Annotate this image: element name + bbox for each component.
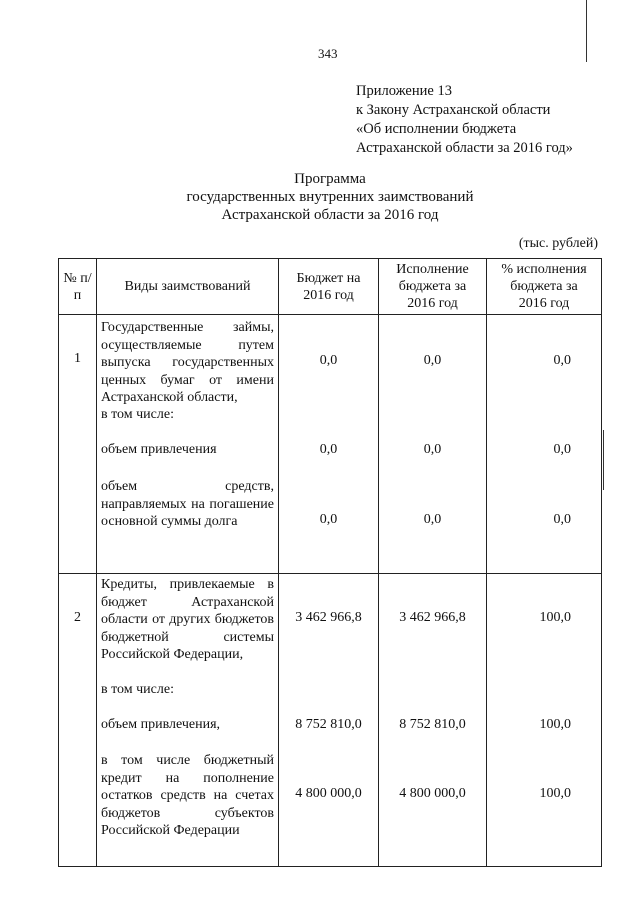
budget-value: 0,0 — [319, 442, 338, 457]
budget-value: 3 462 966,8 — [295, 610, 362, 625]
row-description: объем средств, направляемых на погашение основной суммы долга — [101, 479, 274, 529]
title-line: Астраханской области за 2016 год — [221, 207, 439, 223]
title-line: государственных внутренних заимствований — [186, 189, 474, 205]
appendix-line: Астраханской области за 2016 год» — [356, 140, 573, 156]
execution-value: 0,0 — [423, 442, 442, 457]
borrowing-table — [58, 258, 602, 867]
execution-value: 3 462 966,8 — [399, 610, 466, 625]
row-description: объем привлечения, — [101, 717, 221, 732]
header-execution: Исполнение бюджета за 2016 год — [379, 259, 487, 315]
row-description: в том числе бюджетный кредит на пополнение остатков средств на счетах бюджетов субъектов Российской Федерации — [101, 753, 274, 838]
budget-value: 0,0 — [319, 512, 338, 527]
row-number: 2 — [74, 610, 81, 625]
budget-value: 4 800 000,0 — [295, 786, 362, 801]
table-row — [59, 574, 602, 867]
budget-value: 0,0 — [319, 353, 338, 368]
scan-artifact-line — [586, 0, 587, 62]
header-budget: Бюджет на 2016 год — [279, 259, 379, 315]
appendix-line: к Закону Астраханской области — [356, 102, 551, 118]
page-number: 343 — [318, 46, 338, 61]
document-title — [100, 170, 560, 224]
header-num: № п/п — [59, 259, 97, 315]
row-description: объем привлечения — [101, 442, 217, 457]
appendix-line: Приложение 13 — [356, 83, 452, 99]
execution-value: 8 752 810,0 — [399, 717, 466, 732]
budget-value: 8 752 810,0 — [295, 717, 362, 732]
table-header-row — [59, 259, 602, 315]
units-label: (тыс. рублей) — [518, 236, 598, 251]
execution-value: 0,0 — [423, 512, 442, 527]
percent-value: 0,0 — [553, 512, 571, 527]
execution-value: 4 800 000,0 — [399, 786, 466, 801]
row-description: Кредиты, привлекаемые в бюджет Астраханской области от других бюджетов бюджетной системы Российской Федерации, — [101, 577, 274, 662]
appendix-reference — [356, 82, 573, 158]
row-subheading: в том числе: — [101, 682, 174, 697]
percent-value: 100,0 — [539, 717, 571, 732]
header-types: Виды заимствований — [97, 259, 279, 315]
table-row — [59, 315, 602, 574]
percent-value: 0,0 — [553, 442, 571, 457]
header-percent: % исполнения бюджета за 2016 год — [487, 259, 602, 315]
percent-value: 100,0 — [539, 610, 571, 625]
row-subheading: в том числе: — [101, 407, 174, 422]
percent-value: 100,0 — [539, 786, 571, 801]
percent-value: 0,0 — [553, 353, 571, 368]
appendix-line: «Об исполнении бюджета — [356, 121, 517, 137]
row-number: 1 — [74, 351, 81, 366]
execution-value: 0,0 — [423, 353, 442, 368]
scan-artifact-line — [603, 430, 604, 490]
row-description: Государственные займы, осуществляемые путем выпуска государственных ценных бумаг от имени Астраханской области, — [101, 320, 274, 405]
title-line: Программа — [294, 171, 366, 187]
